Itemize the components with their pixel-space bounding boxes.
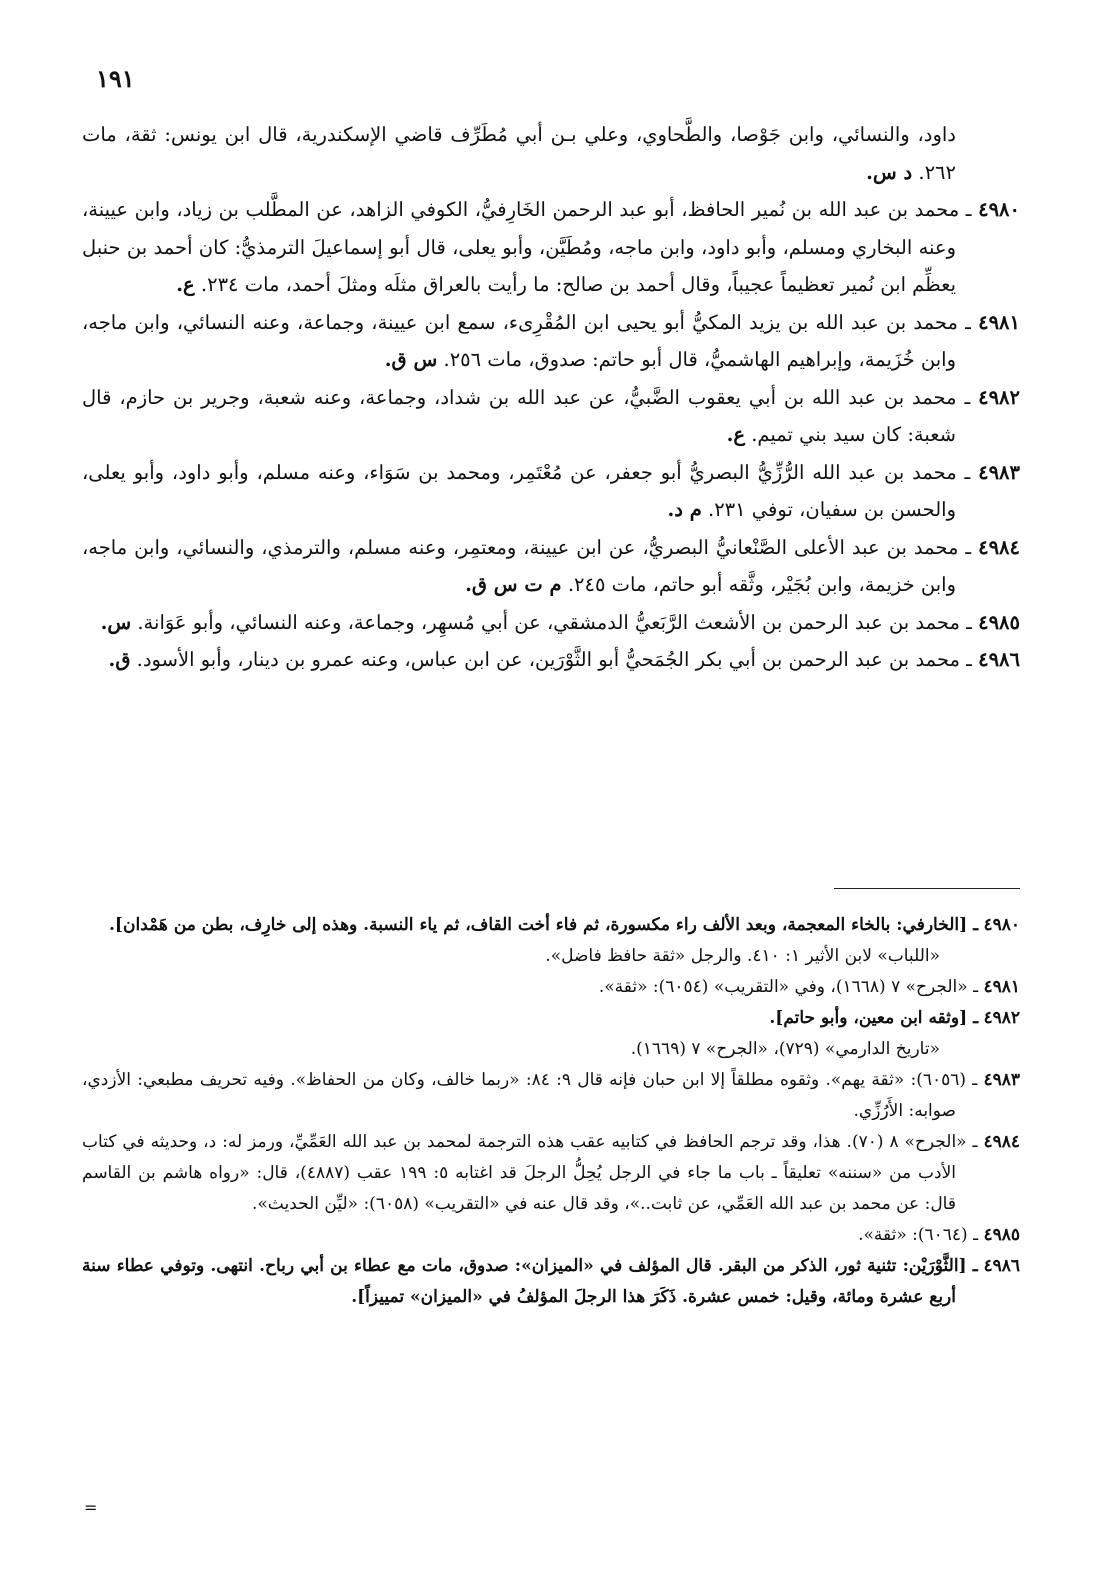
entry-code: ق. [108,648,131,671]
entry [82,304,1020,379]
footnote-separator [834,888,1020,889]
entry-code: م د. [667,498,702,521]
entry-text: داود، والنسائي، وابن جَوْصا، والطَّحاوي، وعلي بـن أبي مُطَرِّف قاضي الإسكندرية، قال ابن يونس: ثقة، مات ٢٦٢. [82,123,956,184]
footnote [82,1065,1020,1127]
footnote-number: ٤٩٨١ [983,977,1020,997]
entry [82,116,1020,191]
entry-code: ع. [176,273,195,296]
entry [82,604,1020,642]
page-number: ١٩١ [96,64,135,93]
footnote-text: ـ «الجرح» ٨ (٧٠). هذا، وقد ترجم الحافظ في كتابيه عقب هذه الترجمة لمحمد بن عبد الله العَمِّيِّ، ورمز له: د، وحديثه في كتاب الأدب من «سننه» تعليقاً ـ باب ما جاء في الرجل يُحِلُّ الرجلَ قد اغتابه ٥: ١٩٩ عقب (٤٨٨٧)، قال: «رواه هاشم بن القاسم قال: عن محمد بن عبد الله العَمِّي، عن ثابت..»، وقد قال عنه في «التقريب» (٦٠٥٨): «ليِّن الحديث». [82,1132,978,1214]
entry [82,454,1020,529]
footnote [82,1251,1020,1313]
footnote-number: ٤٩٨٠ [983,915,1020,935]
entry [82,529,1020,604]
entry-number: ٤٩٨٤ [978,535,1020,559]
entry-number: ٤٩٨٥ [978,610,1020,634]
footnote-number: ٤٩٨٤ [983,1132,1020,1152]
entry-code: س. [100,610,132,634]
footnote [82,910,1020,941]
footnote-text: ـ [الخارفي: بالخاء المعجمة، وبعد الألف راء مكسورة، ثم فاء أخت القاف، ثم ياء النسبة. وهذه إلى خارِف، بطن من هَمْدان]. [109,915,979,935]
entry-code: د س. [866,160,913,184]
entry-code: س ق. [384,348,438,371]
entry-number: ٤٩٨٦ [978,648,1020,671]
entry-text: ـ محمد بن عبد الرحمن بن أبي بكر الجُمَحيُّ أبو الثَّوْرَين، عن ابن عباس، وعنه عمرو بن دينار، وأبو الأسود. [136,648,972,671]
footnote-text: ـ (٦٠٦٤): «ثقة». [858,1225,979,1245]
entry-code: ع. [726,423,746,446]
footnotes [82,910,1020,1313]
footnote [82,1003,1020,1034]
entry-number: ٤٩٨١ [978,310,1020,334]
entry-text: ـ محمد بن عبد الله الرُّزِّيُّ البصريُّ أبو جعفر، عن مُعْتَمِر، ومحمد بن سَوَاء، وعنه مسلم، وأبو داود، وأبو يعلى، والحسن بن سفيان، توفي ٢٣١. [82,460,971,521]
footnote-text: ـ «الجرح» ٧ (١٦٦٨)، وفي «التقريب» (٦٠٥٤): «ثقة». [598,977,979,997]
footnote [82,1220,1020,1251]
footnote [82,1034,1020,1065]
footnote-number: ٤٩٨٣ [983,1070,1021,1090]
entry-number: ٤٩٨٠ [978,198,1020,221]
entry [82,641,1020,679]
footnote-number: ٤٩٨٦ [983,1256,1021,1276]
footnote [82,1127,1020,1220]
footnote [82,972,1020,1003]
entry [82,379,1020,454]
entry-text: ـ محمد بن عبد الأعلى الصَّنْعانيُّ البصريُّ، عن ابن عيينة، ومعتمِر، وعنه مسلم، والترمذي، والنسائي، وابن ماجه، وابن خزيمة، وابن بُجَيْر، وثَّقه أبو حاتم، مات ٢٤٥. [82,535,972,596]
footnote [82,941,1020,972]
footnote-text: ـ (٦٠٥٦): «ثقة يهم». وثقوه مطلقاً إلا ابن حبان فإنه قال ٩: ٨٤: «ربما خالف، وكان من الحفاظ». وفيه تحريف مطبعي: الأزدي، صوابه: الأَرُزِّي. [82,1070,978,1121]
footnote-number: ٤٩٨٢ [983,1008,1020,1028]
footer-mark: = [84,1498,98,1517]
entry-text: ـ محمد بن عبد الله بن يزيد المكيُّ أبو يحيى ابن المُقْرِىء، سمع ابن عيينة، وجماعة، وعنه النسائي، وابن ماجه، وابن خُزَيمة، وإبراهيم الهاشميُّ، قال أبو حاتم: صدوق، مات ٢٥٦. [82,310,971,371]
footnote-text: «اللباب» لابن الأثير ١: ٤١٠. والرجل «ثقة حافظ فاضل». [545,946,940,966]
footnote-text: ـ [وثقه ابن معين، وأبو حاتم]. [769,1008,979,1028]
entry [82,191,1020,304]
footnote-text: ـ [الثَّوْرَيْن: تثنية ثور، الذكر من البقر. قال المؤلف في «الميزان»: صدوق، مات مع عطاء بن أبي رباح. انتهى. وتوفي عطاء سنة أربع عشرة ومائة، وقيل: خمس عشرة. ذَكَرَ هذا الرجلَ المؤلفُ في «الميزان» تمييزاً]. [82,1256,978,1307]
entry-code: م ت س ق. [465,573,562,596]
entry-text: ـ محمد بن عبد الرحمن بن الأشعث الرَّبَعيُّ الدمشقي، عن أبي مُسهِر، وجماعة، وعنه النسائي، وأبو عَوَانة. [137,610,972,634]
main-text [82,116,1020,679]
entry-text: ـ محمد بن عبد الله بن نُمير الحافظ، أبو عبد الرحمن الخَارِفيُّ، الكوفي الزاهد، عن المطَّلب بن زياد، وابن عيينة، وعنه البخاري ومسلم، وأبو داود، وابن ماجه، ومُطَيَّن، وأبو يعلى، قال أبو إسماعيلَ الترمذيُّ: كان أحمد بن حنبل يعظِّم ابن نُمير تعظيماً عجيباً، وقال أحمد بن صالح: ما رأيت بالعراق مثلَه ومثلَ أحمد، مات ٢٣٤. [82,198,972,296]
footnote-number: ٤٩٨٥ [983,1225,1020,1245]
footnote-text: «تاريخ الدارمي» (٧٢٩)، «الجرح» ٧ (١٦٦٩). [630,1039,940,1059]
entry-number: ٤٩٨٣ [978,460,1021,484]
entry-number: ٤٩٨٢ [978,385,1021,409]
entry-text: ـ محمد بن عبد الله بن أبي يعقوب الضَّبيُّ، عن عبد الله بن شداد، وجماعة، وعنه شعبة، وجرير بن حازم، قال شعبة: كان سيد بني تميم. [82,385,971,446]
